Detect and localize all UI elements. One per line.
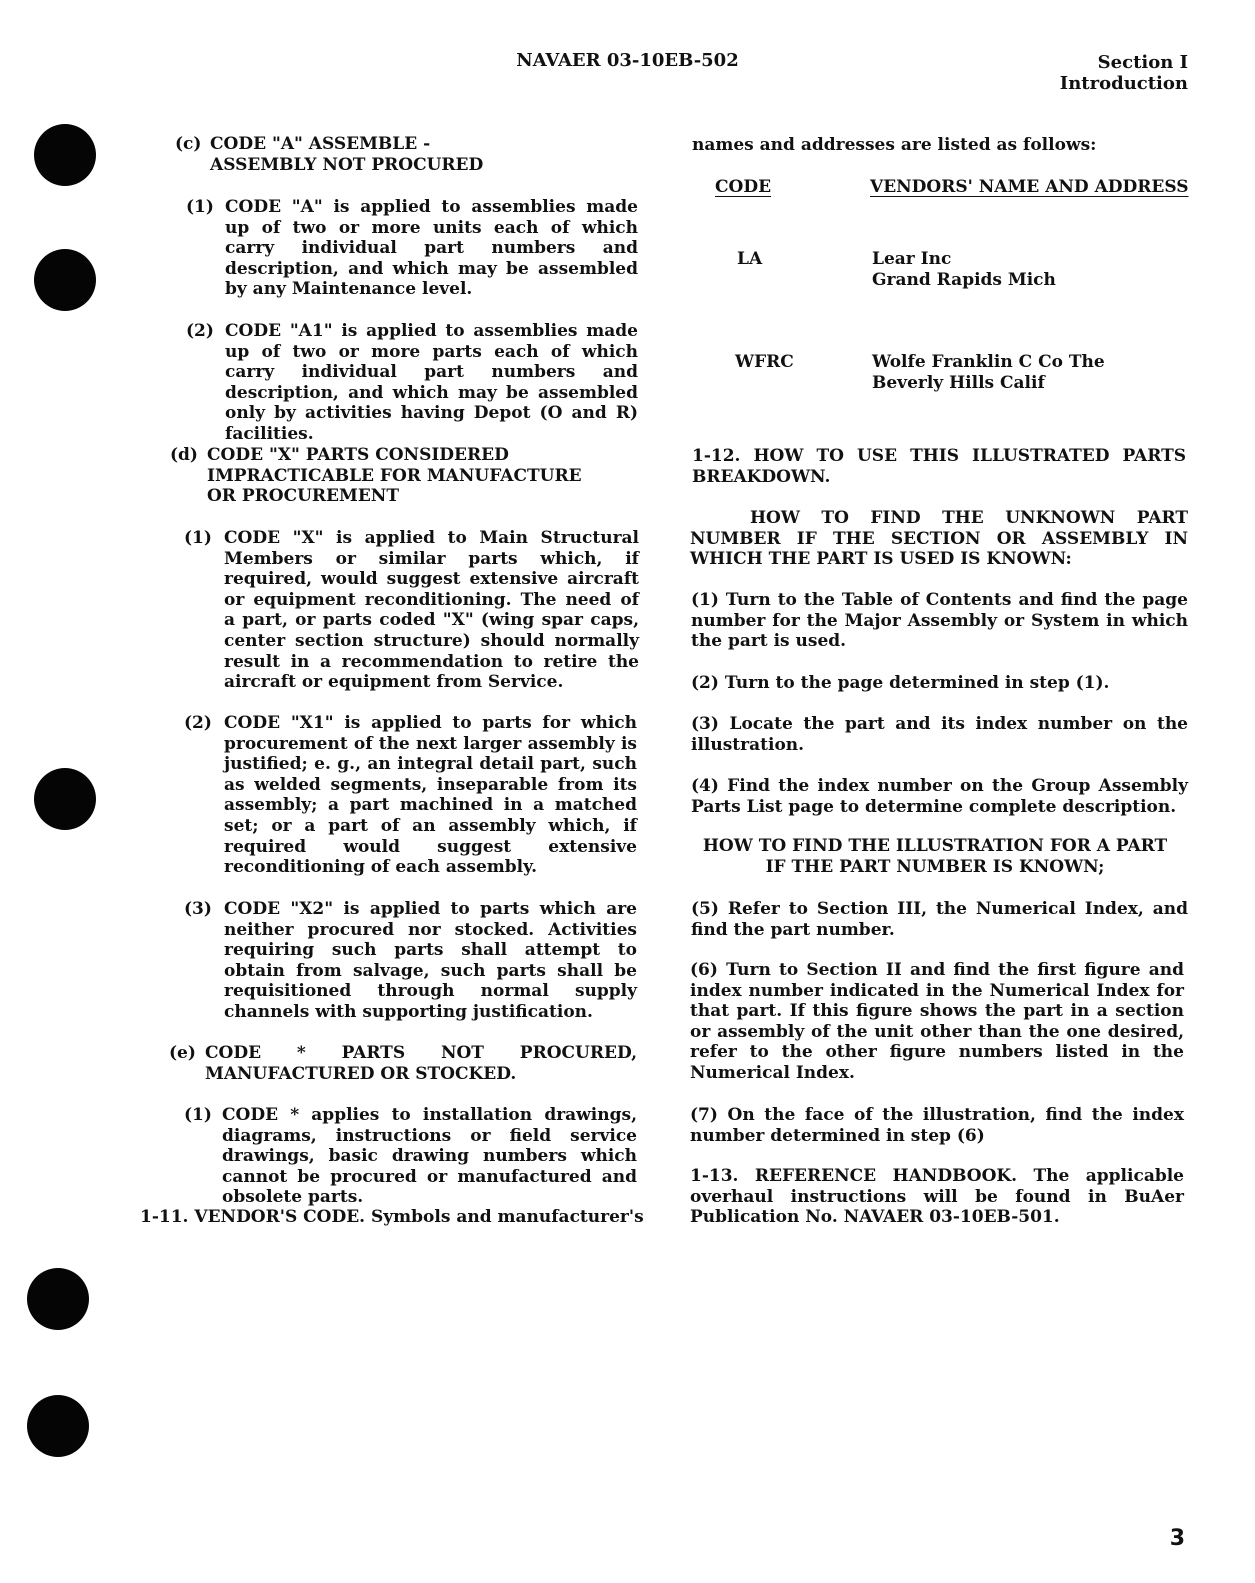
vendor-name-address	[872, 352, 1192, 393]
item-number: (2)	[184, 713, 212, 733]
code-x-paragraph: CODE "X" is applied to Main Structural Members or similar parts which, if required, would suggest extensive aircraft or equipment reconditioning. The need of a part, or parts coded "X" (wing spar caps, center section structure) should normally result in a recommendation to retire the aircraft or equipment from Service.	[224, 528, 639, 693]
step-5: (5) Refer to Section III, the Numerical Index, and find the part number.	[691, 899, 1188, 940]
code-x-heading: CODE "X" PARTS CONSIDERED IMPRACTICABLE FOR MANUFACTURE OR PROCUREMENT	[207, 445, 582, 507]
section-header	[1060, 52, 1188, 94]
item-number: (1)	[184, 528, 212, 548]
step-6: (6) Turn to Section II and find the first figure and index number indicated in the Numerical Index for that part. If this figure shows the part in a section or assembly of the unit other than the one desired, refer to the other figure numbers listed in the Numerical Index.	[690, 960, 1184, 1083]
unknown-part-subheading: HOW TO FIND THE UNKNOWN PART NUMBER IF THE SECTION OR ASSEMBLY IN WHICH THE PART IS USED IS KNOWN:	[690, 508, 1188, 570]
publication-number: NAVAER 03-10EB-502	[516, 50, 739, 71]
item-number: (3)	[184, 899, 212, 919]
vendor-address: Grand Rapids Mich	[872, 269, 1056, 290]
code-star-paragraph: CODE * applies to installation drawings, diagrams, instructions or field service drawings, basic drawing numbers which cannot be procured or manufactured and obsolete parts.	[222, 1105, 637, 1208]
code-a-paragraph: CODE "A" is applied to assemblies made up of two or more units each of which carry individual part numbers and description, and which may be assembled by any Maintenance level.	[225, 197, 638, 300]
section-title: Introduction	[1059, 73, 1188, 94]
item-number: (2)	[186, 321, 214, 341]
code-x1-paragraph: CODE "X1" is applied to parts for which procurement of the next larger assembly is justified; e. g., an integral detail part, such as welded segments, inseparable from its assembly; a part machined in a matched set; or a part of an assembly which, if required would suggest extensive reconditioning of each assembly.	[224, 713, 637, 878]
code-a1-paragraph: CODE "A1" is applied to assemblies made up of two or more parts each of which carry individual part numbers and description, and which may be assembled only by activities having Depot (O and R) facilities.	[225, 321, 638, 444]
vendor-address: Beverly Hills Calif	[872, 372, 1045, 393]
code-star-heading: CODE * PARTS NOT PROCURED, MANUFACTURED OR STOCKED.	[205, 1043, 637, 1084]
vendor-code: WFRC	[735, 352, 794, 372]
vendor-code-paragraph: 1-11. VENDOR'S CODE. Symbols and manufacturer's	[140, 1207, 644, 1227]
punch-hole	[34, 124, 96, 186]
section-label: Section I	[1097, 52, 1188, 73]
vendor-code: LA	[737, 249, 763, 269]
step-4: (4) Find the index number on the Group Assembly Parts List page to determine complete description.	[691, 776, 1188, 817]
step-7: (7) On the face of the illustration, find the index number determined in step (6)	[690, 1105, 1184, 1146]
reference-handbook-paragraph: 1-13. REFERENCE HANDBOOK. The applicable overhaul instructions will be found in BuAer Publication No. NAVAER 03-10EB-501.	[690, 1166, 1184, 1228]
item-number: (1)	[186, 197, 214, 217]
vendor-name-column-header: VENDORS' NAME AND ADDRESS	[870, 177, 1189, 197]
vendor-name: Wolfe Franklin C Co The	[872, 352, 1105, 372]
known-part-subheading: HOW TO FIND THE ILLUSTRATION FOR A PART IF THE PART NUMBER IS KNOWN;	[702, 836, 1168, 877]
page-number: 3	[1169, 1526, 1185, 1552]
item-number: (c)	[175, 134, 202, 154]
punch-hole	[27, 1268, 89, 1330]
vendor-name: Lear Inc	[872, 249, 952, 269]
vendor-name-address	[872, 249, 1192, 290]
item-number: (1)	[184, 1105, 212, 1125]
item-number: (e)	[169, 1043, 196, 1063]
step-2: (2) Turn to the page determined in step (1).	[691, 673, 1110, 693]
vendor-code-column-header: CODE	[715, 177, 772, 197]
code-a-heading: CODE "A" ASSEMBLE - ASSEMBLY NOT PROCURED	[210, 134, 484, 175]
punch-hole	[34, 768, 96, 830]
item-number: (d)	[170, 445, 198, 465]
step-3: (3) Locate the part and its index number on the illustration.	[691, 714, 1188, 755]
punch-hole	[27, 1395, 89, 1457]
how-to-use-heading: 1-12. HOW TO USE THIS ILLUSTRATED PARTS BREAKDOWN.	[692, 446, 1186, 487]
step-1: (1) Turn to the Table of Contents and find the page number for the Major Assembly or System in which the part is used.	[691, 590, 1188, 652]
punch-hole	[34, 249, 96, 311]
vendor-intro: names and addresses are listed as follows:	[692, 135, 1097, 155]
code-x2-paragraph: CODE "X2" is applied to parts which are neither procured nor stocked. Activities requiring such parts shall attempt to obtain from salvage, such parts shall be requisitioned through normal supply channels with supporting justification.	[224, 899, 637, 1022]
